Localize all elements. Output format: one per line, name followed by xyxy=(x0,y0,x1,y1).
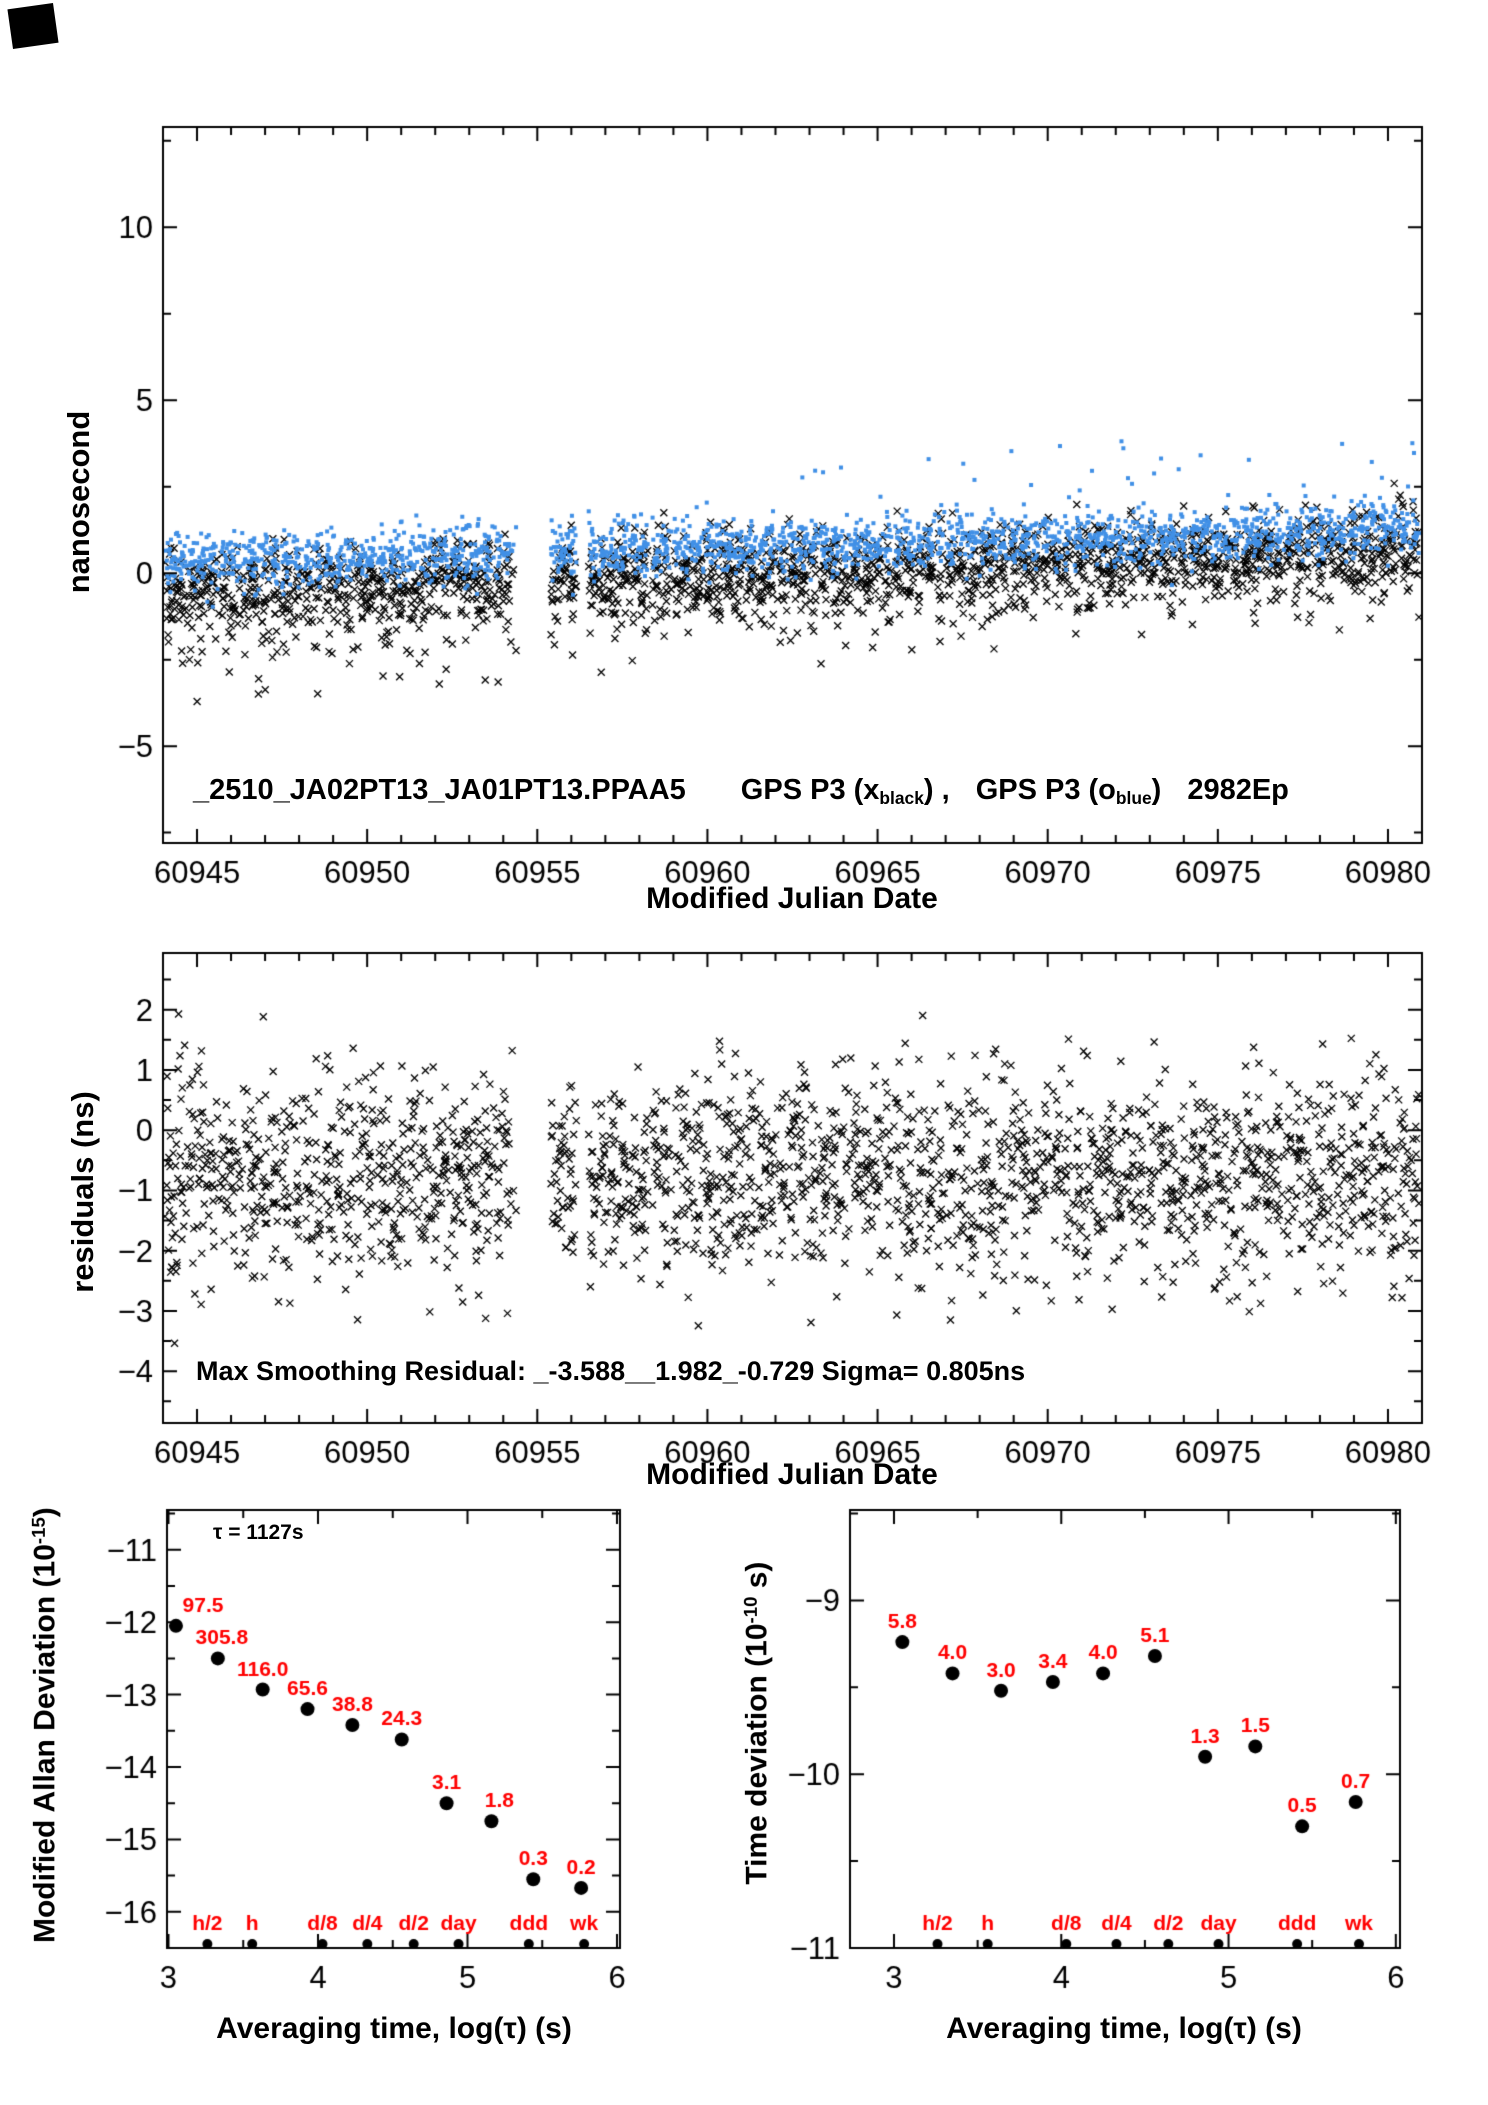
epoch-count-text: 2982Ep xyxy=(1187,774,1289,806)
legend-series1-pre: GPS P3 (x xyxy=(740,774,880,806)
tdev-y-title-post: s) xyxy=(740,1561,774,1597)
top-annotation xyxy=(193,774,1289,809)
tdev-x-axis-title: Averaging time, log(τ) (s) xyxy=(946,2012,1302,2045)
top-y-axis-title: nanosecond xyxy=(61,410,96,594)
residuals-x-axis-title: Modified Julian Date xyxy=(646,1458,938,1491)
legend-series1-post: ) , xyxy=(923,774,950,806)
max-smoothing-residual-text: Max Smoothing Residual: _-3.588__1.982_-0.729 Sigma= 0.805ns xyxy=(196,1356,1026,1386)
allan-y-axis-title xyxy=(28,1445,62,2005)
allan-x-axis-title: Averaging time, log(τ) (s) xyxy=(216,2012,572,2045)
tdev-y-axis-title xyxy=(740,1443,774,2003)
allan-y-title-pre: Modified Allan Deviation (10 xyxy=(28,1544,62,1944)
allan-y-title-post: ) xyxy=(28,1507,62,1518)
allan-y-title-sup: -15 xyxy=(27,1517,49,1545)
corner-mark xyxy=(7,3,58,49)
top-x-axis-title: Modified Julian Date xyxy=(646,882,938,915)
file-id-text: _2510_JA02PT13_JA01PT13.PPAA5 xyxy=(193,774,686,806)
legend-series1-sub: black xyxy=(879,788,924,809)
legend-series2-pre: GPS P3 (o xyxy=(975,774,1116,806)
tau-note: τ = 1127s xyxy=(213,1521,304,1544)
residuals-y-axis-title: residuals (ns) xyxy=(65,1091,100,1293)
tdev-y-title-sup: -10 xyxy=(739,1596,761,1624)
legend-series2-sub: blue xyxy=(1115,788,1152,809)
legend-series2-post: ) xyxy=(1151,774,1162,806)
tdev-y-title-pre: Time deviation (10 xyxy=(740,1623,774,1885)
